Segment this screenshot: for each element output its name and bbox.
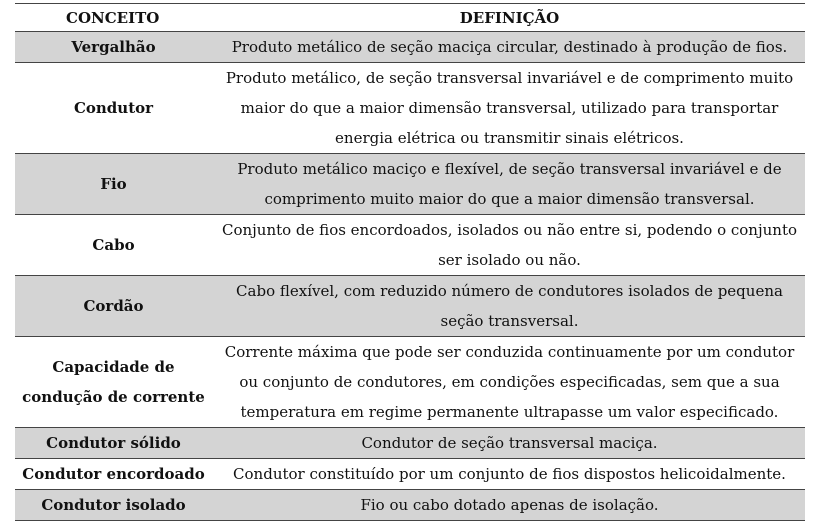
column-header-concept: CONCEITO xyxy=(66,8,160,27)
definition-cell: Condutor de seção transversal maciça. xyxy=(361,434,658,452)
table-row xyxy=(15,32,805,63)
table-row xyxy=(15,459,805,490)
table-row xyxy=(15,276,805,337)
column-header-definition: DEFINIÇÃO xyxy=(459,8,560,27)
definition-cell: Produto metálico, de seção transversal invariável e de comprimento muito maior do que a maior dimensão transversal, utilizado para transportar energia elétrica ou transmitir sinais elétricos. xyxy=(225,69,794,147)
table-row xyxy=(15,154,805,215)
concept-cell: Vergalhão xyxy=(71,38,156,56)
definition-cell: Condutor constituído por um conjunto de fios dispostos helicoidalmente. xyxy=(233,465,786,483)
concept-cell: Capacidade de condução de corrente xyxy=(22,358,205,406)
concept-cell: Condutor sólido xyxy=(46,434,181,452)
concept-cell: Cordão xyxy=(83,297,144,315)
definition-cell: Produto metálico de seção maciça circular, destinado à produção de fios. xyxy=(231,38,788,56)
table-row xyxy=(15,63,805,154)
concept-cell: Fio xyxy=(100,175,127,193)
definition-cell: Produto metálico maciço e flexível, de seção transversal invariável e de comprimento muito maior do que a maior dimensão transversal. xyxy=(237,160,782,208)
table-row xyxy=(15,215,805,276)
definition-cell: Fio ou cabo dotado apenas de isolação. xyxy=(360,496,659,514)
concept-cell: Cabo xyxy=(92,236,135,254)
definition-cell: Conjunto de fios encordoados, isolados ou não entre si, podendo o conjunto ser isolado ou não. xyxy=(221,221,798,269)
concept-cell: Condutor isolado xyxy=(41,496,186,514)
definitions-table xyxy=(15,3,805,521)
definition-cell: Cabo flexível, com reduzido número de condutores isolados de pequena seção transversal. xyxy=(236,282,783,330)
table-row xyxy=(15,490,805,521)
table-row xyxy=(15,337,805,428)
concept-cell: Condutor xyxy=(73,99,154,117)
table-header-row xyxy=(15,4,805,32)
table-row xyxy=(15,428,805,459)
concept-cell: Condutor encordoado xyxy=(22,465,205,483)
definition-cell: Corrente máxima que pode ser conduzida continuamente por um condutor ou conjunto de condutores, em condições especificadas, sem que a sua temperatura em regime permanente ultrapasse um valor especificado. xyxy=(224,343,795,421)
